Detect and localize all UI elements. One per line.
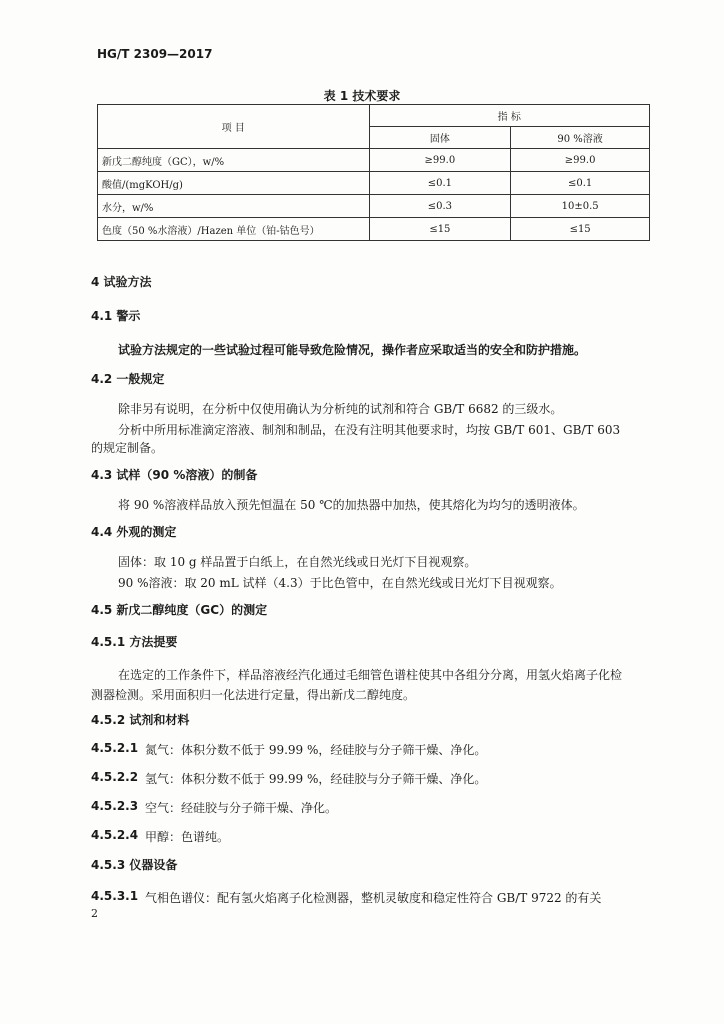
section-4-5-2-4-number: 4.5.2.4 <box>91 828 139 842</box>
section-4-4-heading: 4.4 外观的测定 <box>91 525 177 539</box>
section-4-5-2-3-text: 空气：经硅胶与分子筛干燥、净化。 <box>145 801 338 815</box>
section-4-2-text-3: 的规定制备。 <box>91 441 164 455</box>
row-solution: ≤15 <box>511 218 650 241</box>
section-4-5-2-3-number: 4.5.2.3 <box>91 799 139 813</box>
table-caption: 表 1 技术要求 <box>323 89 401 103</box>
section-4-1-text: 试验方法规定的一些试验过程可能导致危险情况，操作者应采取适当的安全和防护措施。 <box>118 343 587 357</box>
section-4-3-text: 将 90 %溶液样品放入预先恒温在 50 ℃的加热器中加热，使其熔化为均匀的透明液体。 <box>118 498 585 512</box>
row-solution: ≥99.0 <box>511 149 650 172</box>
section-4-4-text-2: 90 %溶液：取 20 mL 试样（4.3）于比色管中，在自然光线或日光灯下目视观察。 <box>118 576 562 590</box>
section-4-5-2-2-number: 4.5.2.2 <box>91 770 139 784</box>
standard-code: HG/T 2309—2017 <box>97 47 213 61</box>
section-4-5-3-1-number: 4.5.3.1 <box>91 889 139 903</box>
row-solution: 10±0.5 <box>511 195 650 218</box>
section-4-5-2-4-text: 甲醇：色谱纯。 <box>145 830 230 844</box>
section-4-5-1-text-1: 在选定的工作条件下，样品溶液经汽化通过毛细管色谱柱使其中各组分分离，用氢火焰离子化检 <box>118 668 623 682</box>
section-4-5-2-1-number: 4.5.2.1 <box>91 741 139 755</box>
header-solid: 固体 <box>369 127 511 149</box>
section-4-5-2-2-text: 氢气：体积分数不低于 99.99 %，经硅胶与分子筛干燥、净化。 <box>145 772 487 786</box>
section-4-5-2-heading: 4.5.2 试剂和材料 <box>91 713 190 727</box>
table-row <box>98 195 650 218</box>
section-4-2-text-1: 除非另有说明，在分析中仅使用确认为分析纯的试剂和符合 GB/T 6682 的三级水。 <box>118 402 563 416</box>
table-row <box>98 172 650 195</box>
row-item: 水分，w/% <box>98 195 370 218</box>
row-solid: ≥99.0 <box>369 149 511 172</box>
section-4-5-3-1-text: 气相色谱仪：配有氢火焰离子化检测器，整机灵敏度和稳定性符合 GB/T 9722 的有关 <box>145 891 602 905</box>
section-4-4-text-1: 固体：取 10 g 样品置于白纸上，在自然光线或日光灯下目视观察。 <box>118 555 477 569</box>
section-4-5-1-heading: 4.5.1 方法提要 <box>91 635 178 649</box>
section-4-3-heading: 4.3 试样（90 %溶液）的制备 <box>91 468 258 482</box>
row-item: 酸值/(mgKOH/g) <box>98 172 370 195</box>
row-solid: ≤15 <box>369 218 511 241</box>
section-4-1-heading: 4.1 警示 <box>91 309 141 323</box>
table-row <box>98 218 650 241</box>
section-4-5-1-text-2: 测器检测。采用面积归一化法进行定量，得出新戊二醇纯度。 <box>91 688 416 702</box>
section-4-2-text-2: 分析中所用标准滴定溶液、制剂和制品，在没有注明其他要求时，均按 GB/T 601、GB/T 603 <box>118 423 621 437</box>
header-index: 指 标 <box>369 105 650 127</box>
row-solid: ≤0.3 <box>369 195 511 218</box>
row-solid: ≤0.1 <box>369 172 511 195</box>
row-solution: ≤0.1 <box>511 172 650 195</box>
table-row <box>98 149 650 172</box>
section-4-5-3-heading: 4.5.3 仪器设备 <box>91 858 178 872</box>
spec-table <box>97 104 650 241</box>
section-4-5-2-1-text: 氮气：体积分数不低于 99.99 %，经硅胶与分子筛干燥、净化。 <box>145 743 487 757</box>
section-4-2-heading: 4.2 一般规定 <box>91 372 165 386</box>
section-4-5-heading: 4.5 新戊二醇纯度（GC）的测定 <box>91 603 268 617</box>
page-number: 2 <box>91 907 98 920</box>
header-solution: 90 %溶液 <box>511 127 650 149</box>
row-item: 新戊二醇纯度（GC），w/% <box>98 149 370 172</box>
section-4-heading: 4 试验方法 <box>91 275 152 289</box>
row-item: 色度（50 %水溶液）/Hazen 单位（铂-钴色号） <box>98 218 370 241</box>
header-item: 项 目 <box>98 105 370 149</box>
